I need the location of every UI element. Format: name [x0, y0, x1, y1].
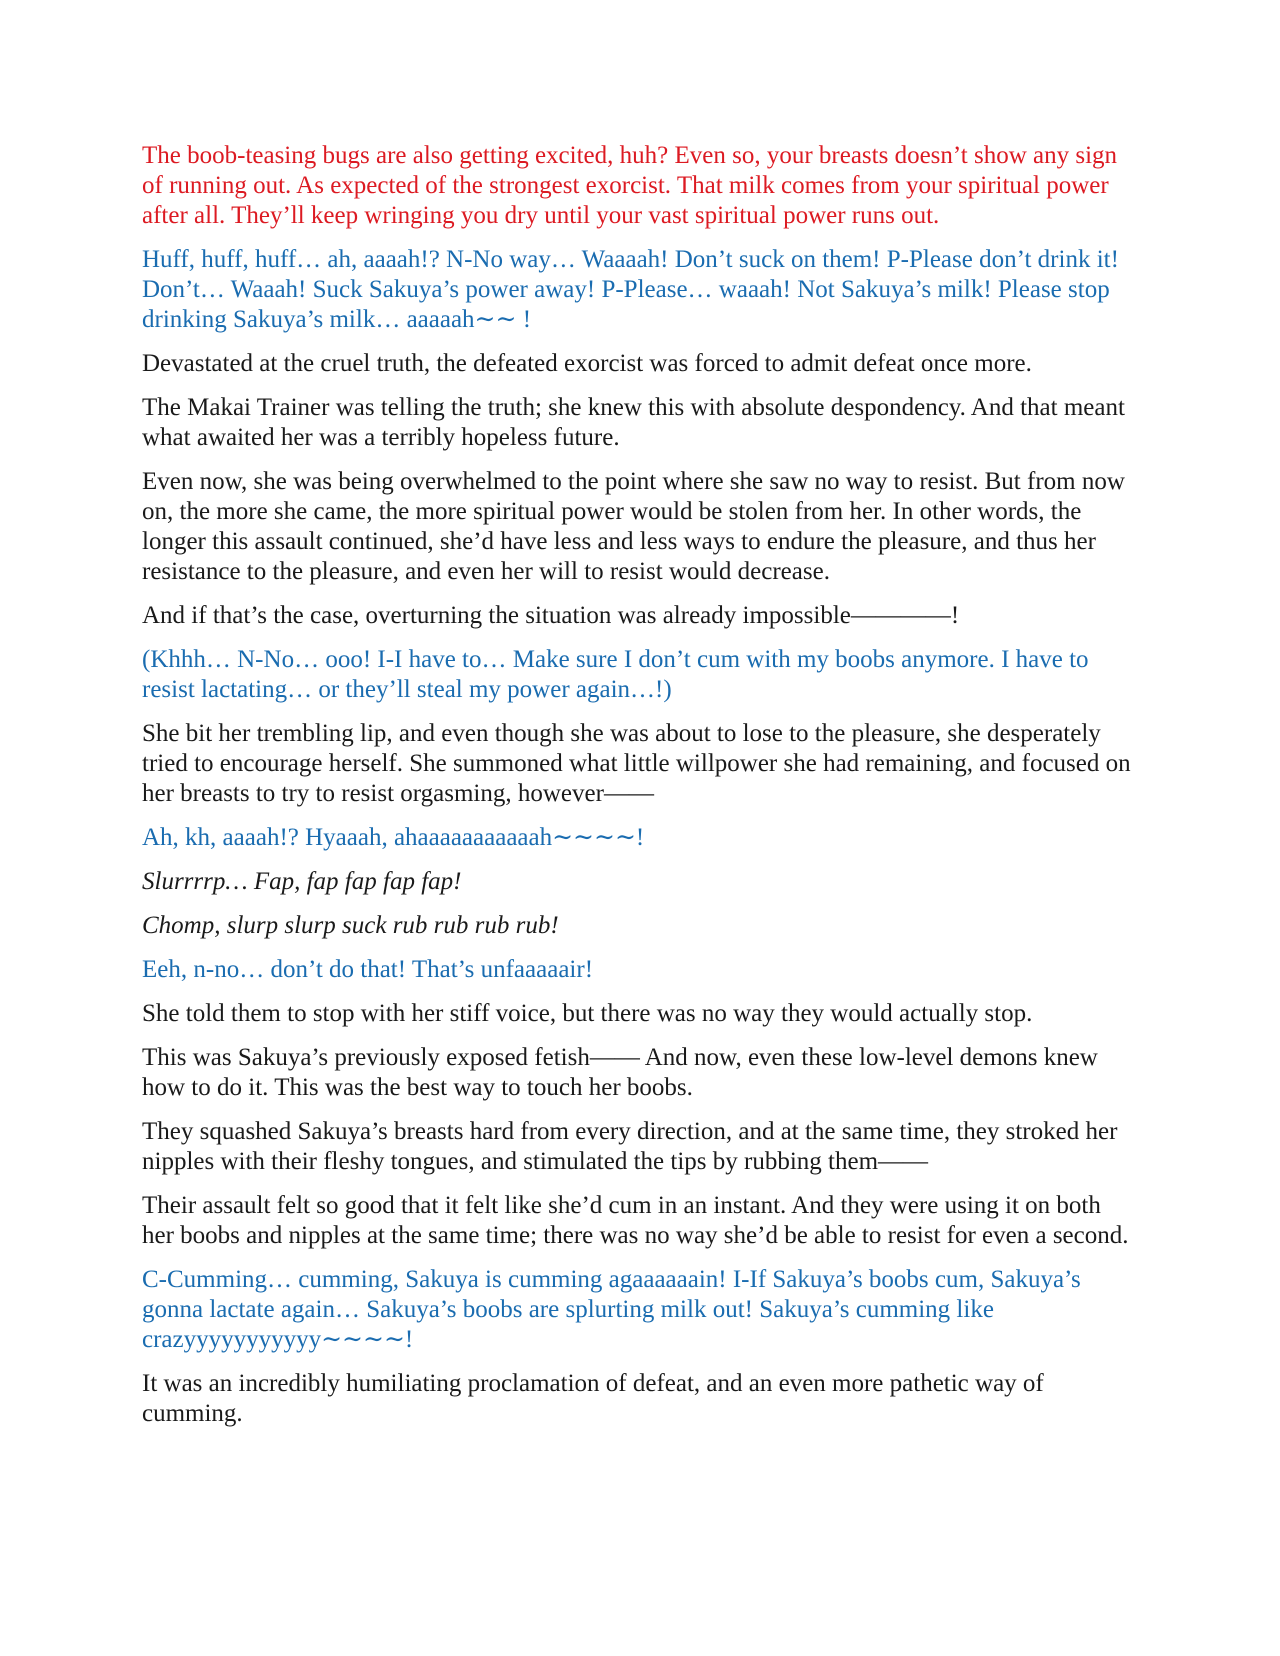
narration-9: Their assault felt so good that it felt like she’d cum in an instant. And they were using it on both her boobs and nipples at the same time; there was no way she’d be able to resist for even a second.: [142, 1192, 1129, 1249]
sound-effect-2: Chomp, slurp slurp suck rub rub rub rub!: [142, 912, 559, 939]
narration-3: Even now, she was being overwhelmed to the point where she saw no way to resist. But from now on, the more she came, the more spiritual power would be stolen from her. In other words, the longer this assault continued, she’d have less and less ways to endure the pleasure, and thus her resistance to the pleasure, and even her will to resist would decrease.: [142, 468, 1125, 585]
narration-7: This was Sakuya’s previously exposed fetish—— And now, even these low-level demons knew how to do it. This was the best way to touch her boobs.: [142, 1044, 1098, 1101]
sakuya-dialogue-1: Huff, huff, huff… ah, aaaah!? N-No way… Waaaah! Don’t suck on them! P-Please don’t drink it! Don’t… Waaah! Suck Sakuya’s power away! P-Please… waaah! Not Sakuya’s milk! Please stop drinking Sakuya’s milk… aaaaah∼∼ !: [142, 246, 1119, 333]
narration-1: Devastated at the cruel truth, the defeated exorcist was forced to admit defeat once more.: [142, 350, 1032, 377]
narration-4: And if that’s the case, overturning the situation was already impossible————!: [142, 602, 960, 629]
narration-10: It was an incredibly humiliating proclamation of defeat, and an even more pathetic way of cumming.: [142, 1370, 1044, 1427]
sakuya-dialogue-2: Ah, kh, aaaah!? Hyaaah, ahaaaaaaaaaaah∼∼∼∼!: [142, 824, 645, 851]
sakuya-thought-1: (Khhh… N-No… ooo! I-I have to… Make sure I don’t cum with my boobs anymore. I have to resist lactating… or they’ll steal my power again…!): [142, 646, 1089, 703]
sakuya-dialogue-3: Eeh, n-no… don’t do that! That’s unfaaaaair!: [142, 956, 594, 983]
sound-effect-1: Slurrrrp… Fap, fap fap fap fap!: [142, 868, 462, 895]
narration-5: She bit her trembling lip, and even though she was about to lose to the pleasure, she desperately tried to encourage herself. She summoned what little willpower she had remaining, and focused on her breasts to try to resist orgasming, however——: [142, 720, 1131, 807]
antagonist-dialogue-1: The boob-teasing bugs are also getting excited, huh? Even so, your breasts doesn’t show any sign of running out. As expected of the strongest exorcist. That milk comes from your spiritual power after all. They’ll keep wringing you dry until your vast spiritual power runs out.: [142, 142, 1118, 229]
document-content: [142, 141, 1138, 1443]
narration-8: They squashed Sakuya’s breasts hard from every direction, and at the same time, they stroked her nipples with their fleshy tongues, and stimulated the tips by rubbing them——: [142, 1118, 1118, 1175]
narration-2: The Makai Trainer was telling the truth; she knew this with absolute despondency. And that meant what awaited her was a terribly hopeless future.: [142, 394, 1125, 451]
sakuya-dialogue-4: C-Cumming… cumming, Sakuya is cumming agaaaaaain! I-If Sakuya’s boobs cum, Sakuya’s gonna lactate again… Sakuya’s boobs are splurting milk out! Sakuya’s cumming like crazyyyyyyyyyyy∼∼∼∼!: [142, 1266, 1081, 1353]
narration-6: She told them to stop with her stiff voice, but there was no way they would actually stop.: [142, 1000, 1033, 1027]
